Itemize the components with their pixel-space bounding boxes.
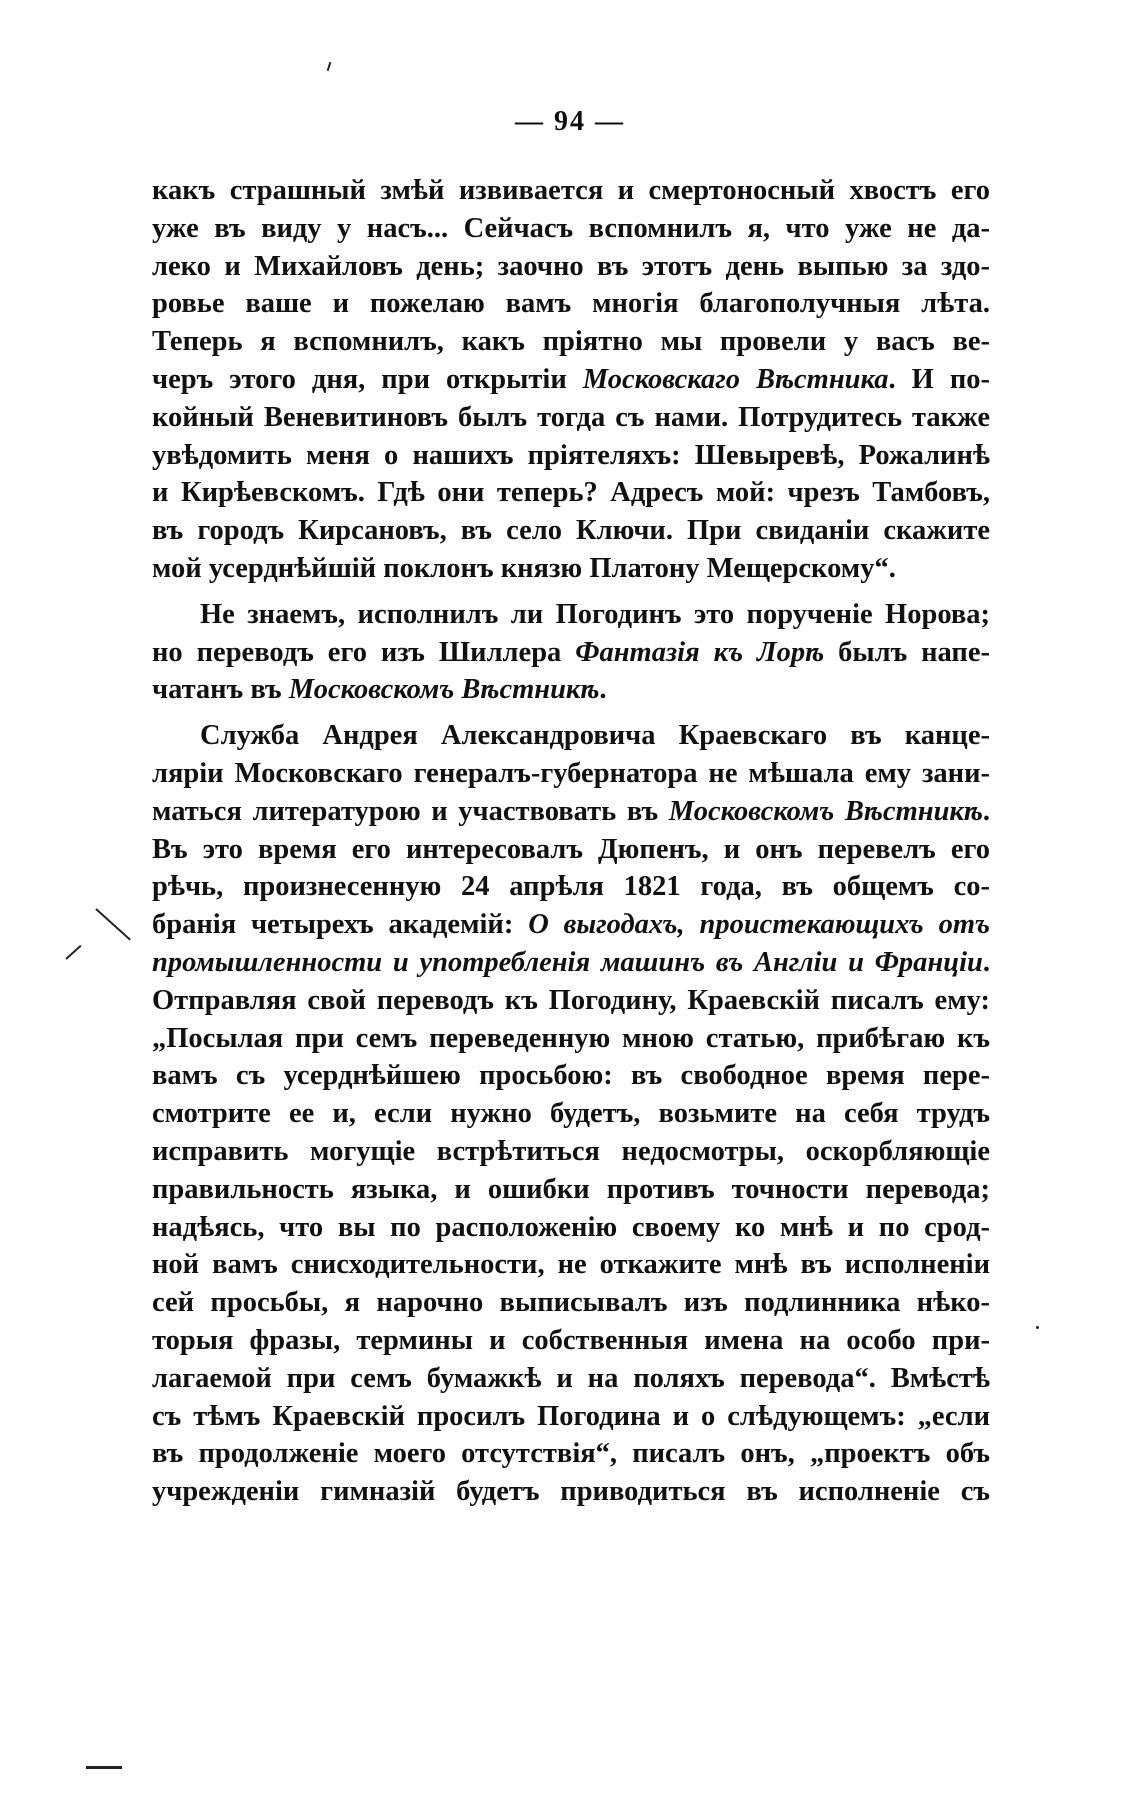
text-line: „Посылая при семъ переведенную мною статью, прибѣгаю къ [152,1022,990,1054]
text-line: чатанъ въ Московскомъ Вѣстникѣ. [152,674,607,706]
body-text [152,172,990,1511]
text-line: Въ это время его интересовалъ Дюпенъ, и онъ перевелъ его [152,833,990,865]
text-line: рѣчь, произнесенную 24 апрѣля 1821 года, въ общемъ со- [152,871,990,903]
text-line: въ продолженіе моего отсутствія“, писалъ онъ, „проектъ объ [152,1438,990,1470]
italic-title: О выгодахъ, проистекающихъ отъ [528,909,990,941]
text-line: бранія четырехъ академій: О выгодахъ, проистекающихъ отъ [152,909,990,941]
text-line: но переводъ его изъ Шиллера Фантазія къ Лорѣ былъ напе- [152,636,990,668]
page-number: — 94 — [515,106,625,137]
italic-title: промышленности и употребленія машинъ въ Англіи и Франціи [152,946,983,978]
text-line: ровье ваше и пожелаю вамъ многія благополучныя лѣта. [152,288,990,320]
stray-mark-top [327,62,332,71]
text-line: ной вамъ снисходительности, не откажите мнѣ въ исполненіи [152,1249,990,1281]
text-line: сей просьбы, я нарочно выписывалъ изъ подлинника нѣко- [152,1287,990,1319]
italic-title: Московскомъ Вѣстникѣ [668,795,983,827]
text-line: правильность языка, и ошибки противъ точности перевода; [152,1173,990,1205]
text-line: и Кирѣевскомъ. Гдѣ они теперь? Адресъ мой: чрезъ Тамбовъ, [152,477,990,509]
text-line: смотрите ее и, если нужно будетъ, возьмите на себя трудъ [152,1098,990,1130]
text-line: съ тѣмъ Краевскій просилъ Погодина и о слѣдующемъ: „если [152,1400,990,1432]
italic-title: Московскаго Вѣстника [582,363,889,395]
text-line: койный Веневитиновъ былъ тогда съ нами. Потрудитесь также [152,401,990,433]
text-line: ляріи Московскаго генералъ-губернатора не мѣшала ему зани- [152,757,990,789]
stray-dot [1036,1326,1039,1329]
text-line: Теперь я вспомнилъ, какъ пріятно мы провели у васъ ве- [152,326,990,358]
text-line: Не знаемъ, исполнилъ ли Погодинъ это порученіе Норова; [200,598,990,630]
text-line: лагаемой при семъ бумажкѣ и на поляхъ перевода“. Вмѣстѣ [152,1362,990,1394]
text-line: уже въ виду у насъ... Сейчасъ вспомнилъ я, что уже не да- [152,212,990,244]
margin-pencil-mark [95,908,131,940]
text-line: учрежденіи гимназій будетъ приводиться въ исполненіе съ [152,1476,990,1508]
text-line: увѣдомить меня о нашихъ пріятеляхъ: Шевыревѣ, Рожалинѣ [152,439,990,471]
text-line: вамъ съ усерднѣйшею просьбою: въ свободное время пере- [152,1060,990,1092]
text-line: маться литературою и участвовать въ Московскомъ Вѣстникѣ. [152,795,991,827]
text-line: исправить могущіе встрѣтиться недосмотры, оскорбляющіе [152,1135,990,1167]
text-line: мой усерднѣйшій поклонъ князю Платону Мещерскому“. [152,552,896,584]
italic-title: Фантазія къ Лорѣ [575,636,825,668]
text-line: леко и Михайловъ день; заочно въ этотъ день выпью за здо- [152,250,990,282]
text-line: Отправляя свой переводъ къ Погодину, Краевскій писалъ ему: [152,984,990,1016]
text-line: промышленности и употребленія машинъ въ Англіи и Франціи. [152,946,990,978]
text-line: въ городъ Кирсановъ, въ село Ключи. При свиданіи скажите [152,515,990,547]
italic-title: Московскомъ Вѣстникѣ [288,674,600,706]
text-line: Служба Андрея Александровича Краевскаго въ канце- [200,720,990,752]
text-line: торыя фразы, термины и собственныя имена на особо при- [152,1324,990,1356]
text-line: черъ этого дня, при открытіи Московскаго Вѣстника. И по- [152,363,990,395]
stray-mark-bottom [86,1766,122,1769]
text-line: надѣясь, что вы по расположенію своему ко мнѣ и по срод- [152,1211,990,1243]
margin-pencil-mark-small [65,945,81,960]
text-line: какъ страшный змѣй извивается и смертоносный хвостъ его [152,175,990,206]
